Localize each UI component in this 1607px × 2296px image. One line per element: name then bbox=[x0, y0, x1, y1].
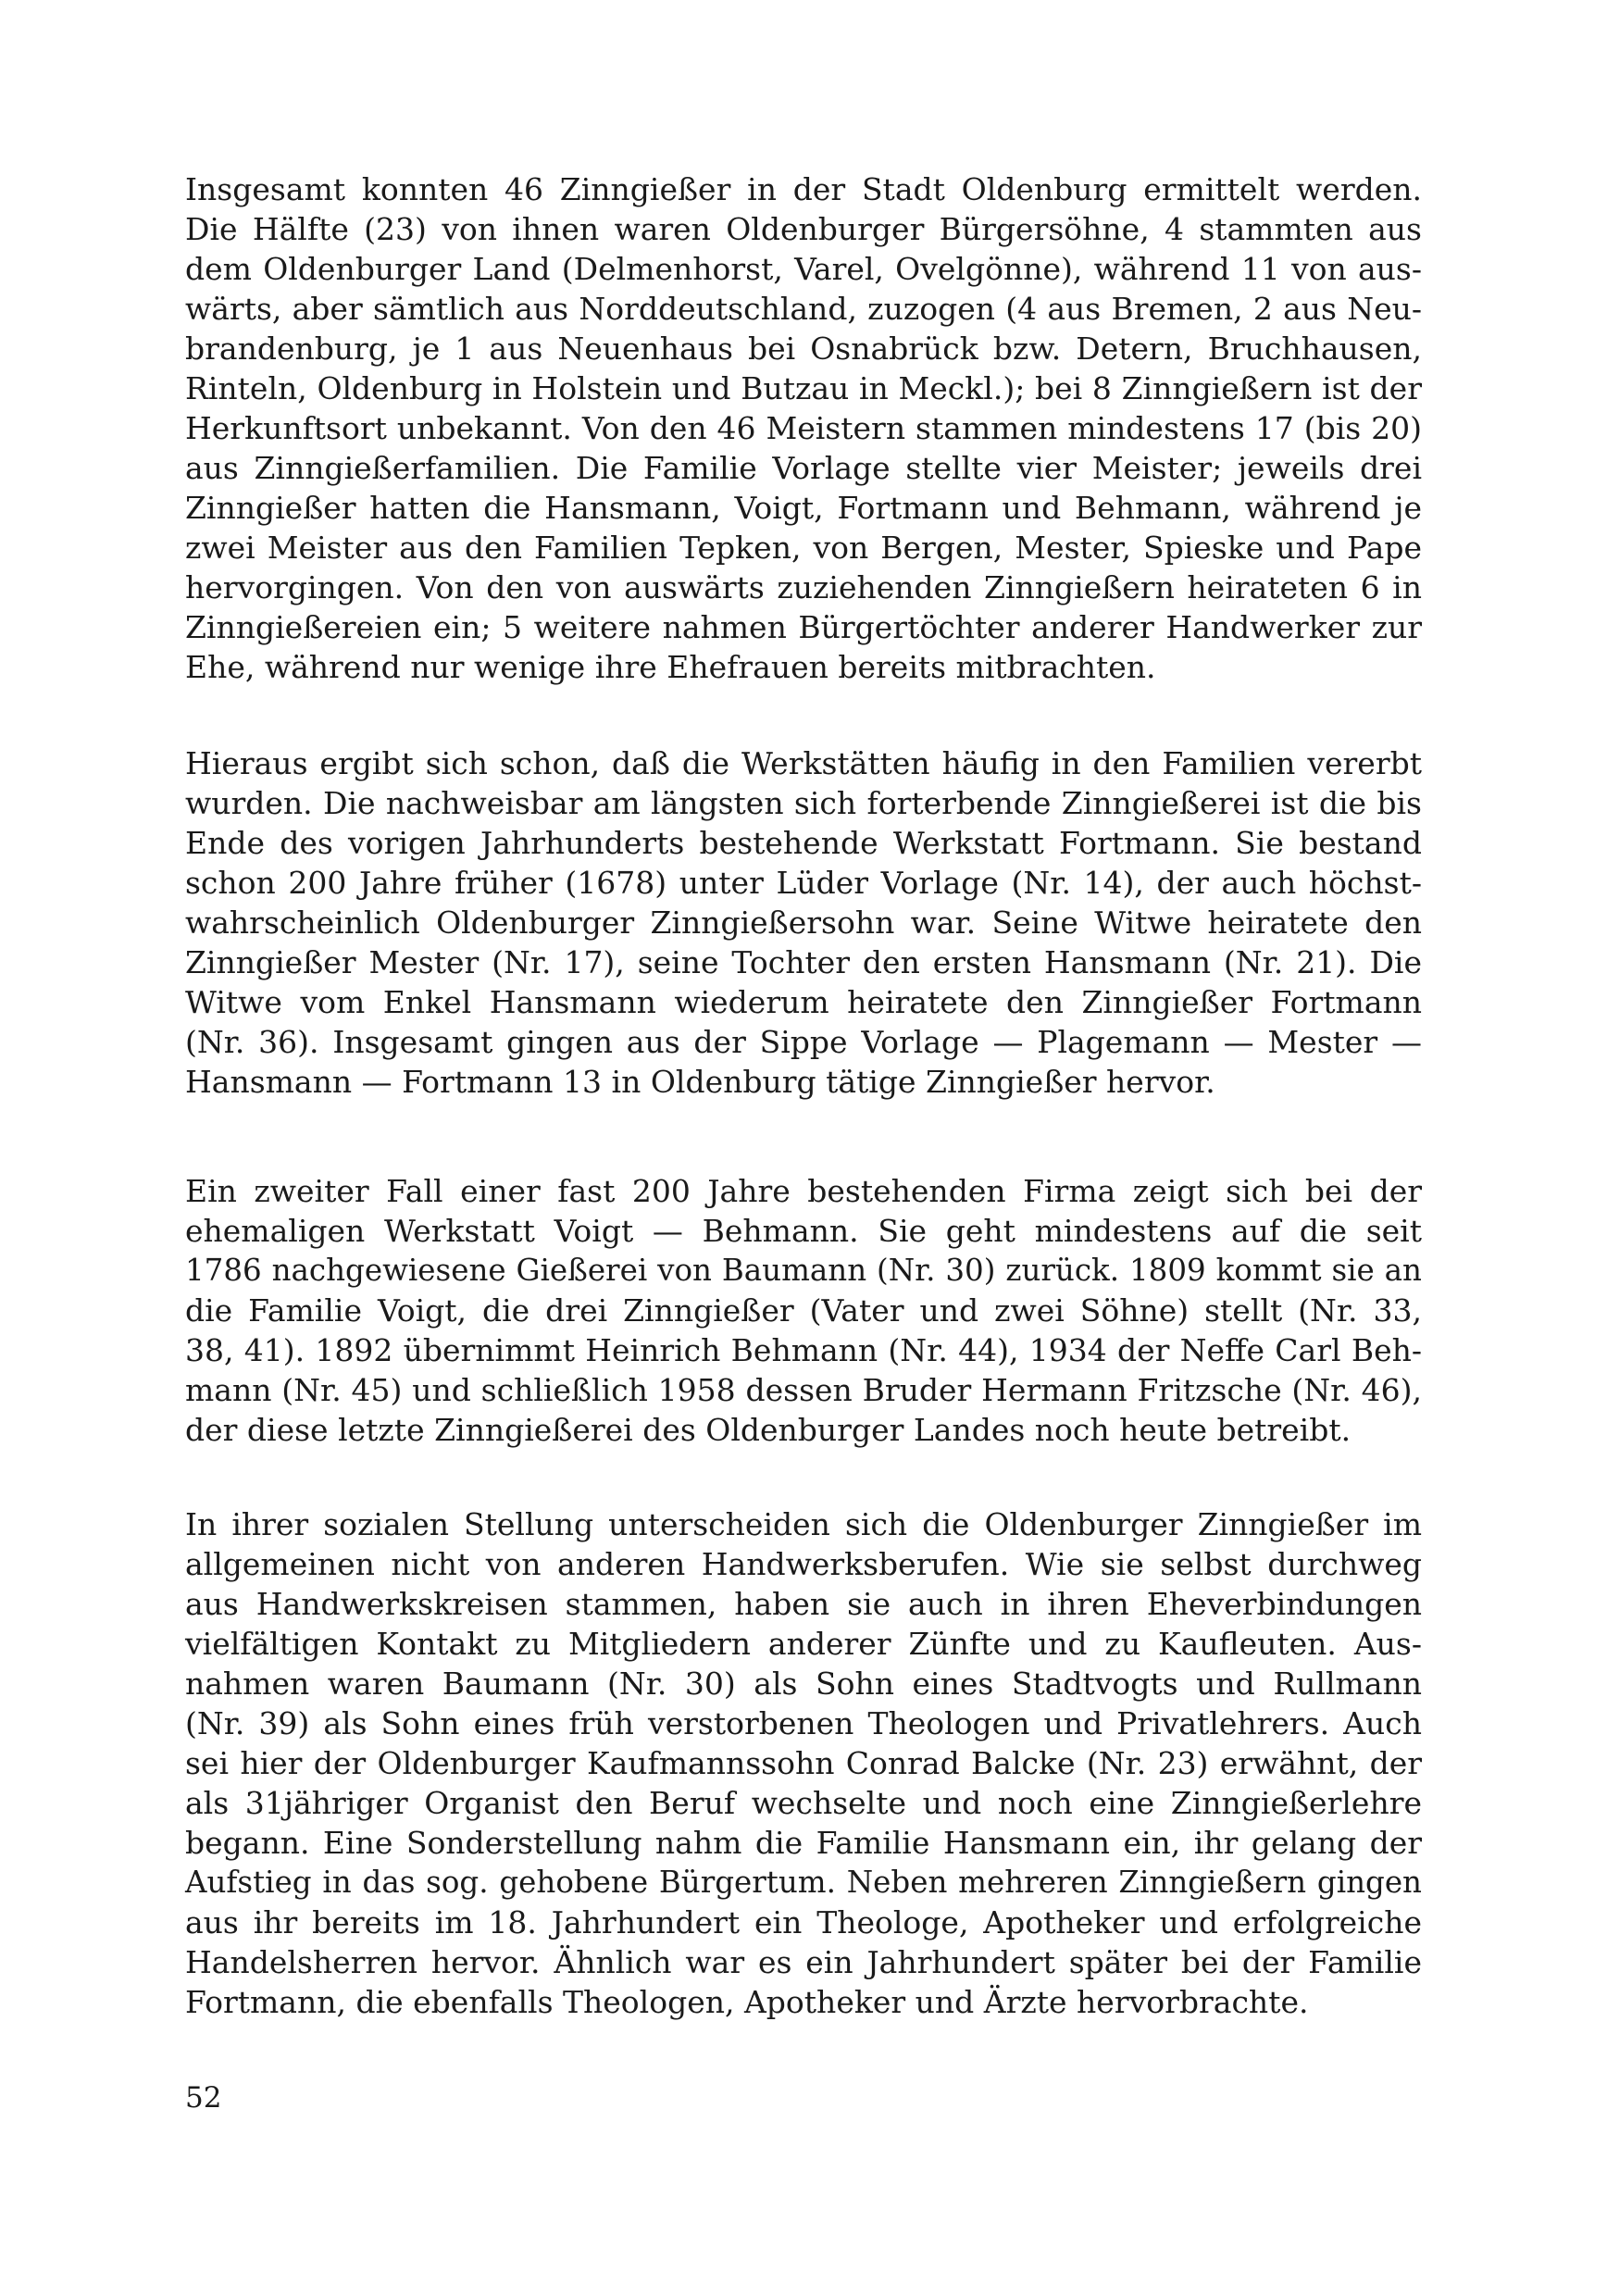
paragraph-4 bbox=[185, 1504, 1422, 2022]
text-line: schon 200 Jahre früher (1678) unter Lüder Vorlage (Nr. 14), der auch höchst- bbox=[185, 865, 1422, 901]
text-line: Herkunftsort unbekannt. Von den 46 Meistern stammen mindestens 17 (bis 20) bbox=[185, 410, 1422, 446]
text-line: aus ihr bereits im 18. Jahrhundert ein Theologe, Apotheker und erfolgreiche bbox=[185, 1904, 1422, 1940]
text-line: Ehe, während nur wenige ihre Ehefrauen bereits mitbrachten. bbox=[185, 649, 1156, 685]
paragraph-3 bbox=[185, 1171, 1422, 1450]
text-line: die Familie Voigt, die drei Zinngießer (Vater und zwei Söhne) stellt (Nr. 33, bbox=[185, 1292, 1422, 1329]
text-line: Zinngießer Mester (Nr. 17), seine Tochter den ersten Hansmann (Nr. 21). Die bbox=[185, 944, 1422, 980]
text-line: aus Zinngießerfamilien. Die Familie Vorlage stellte vier Meister; jeweils drei bbox=[185, 450, 1422, 486]
text-line: Witwe vom Enkel Hansmann wiederum heiratete den Zinngießer Fortmann bbox=[185, 984, 1422, 1020]
text-line: dem Oldenburger Land (Delmenhorst, Varel, Ovelgönne), während 11 von aus- bbox=[185, 251, 1422, 287]
text-line: Hansmann — Fortmann 13 in Oldenburg tätige Zinngießer hervor. bbox=[185, 1064, 1215, 1100]
text-line: ehemaligen Werkstatt Voigt — Behmann. Sie geht mindestens auf die seit bbox=[185, 1213, 1422, 1249]
text-line: Aufstieg in das sog. gehobene Bürgertum. Neben mehreren Zinngießern gingen bbox=[185, 1865, 1422, 1900]
text-line: Ende des vorigen Jahrhunderts bestehende Werkstatt Fortmann. Sie bestand bbox=[185, 825, 1422, 861]
text-line: zwei Meister aus den Familien Tepken, von Bergen, Mester, Spieske und Pape bbox=[185, 530, 1422, 566]
text-line: mann (Nr. 45) und schließlich 1958 dessen Bruder Hermann Fritzsche (Nr. 46), bbox=[185, 1372, 1422, 1408]
text-line: Zinngießereien ein; 5 weitere nahmen Bürgertöchter anderer Handwerker zur bbox=[185, 609, 1422, 645]
text-line: (Nr. 39) als Sohn eines früh verstorbenen Theologen und Privatlehrers. Auch bbox=[185, 1705, 1422, 1741]
paragraph-2 bbox=[185, 743, 1422, 1102]
text-line: nahmen waren Baumann (Nr. 30) als Sohn eines Stadtvogts und Rullmann bbox=[185, 1666, 1422, 1702]
text-line: wurden. Die nachweisbar am längsten sich forterbende Zinngießerei ist die bis bbox=[185, 785, 1422, 821]
text-line: als 31jähriger Organist den Beruf wechselte und noch eine Zinngießerlehre bbox=[185, 1785, 1422, 1821]
text-line: In ihrer sozialen Stellung unterscheiden sich die Oldenburger Zinngießer im bbox=[185, 1506, 1422, 1542]
text-line: wärts, aber sämtlich aus Norddeutschland, zuzogen (4 aus Bremen, 2 aus Neu- bbox=[185, 291, 1422, 327]
text-line: wahrscheinlich Oldenburger Zinngießersohn war. Seine Witwe heiratete den bbox=[185, 905, 1422, 941]
text-line: Ein zweiter Fall einer fast 200 Jahre bestehenden Firma zeigt sich bei der bbox=[185, 1173, 1422, 1209]
text-line: allgemeinen nicht von anderen Handwerksberufen. Wie sie selbst durchweg bbox=[185, 1546, 1422, 1582]
paragraph-1 bbox=[185, 169, 1422, 687]
text-line: 38, 41). 1892 übernimmt Heinrich Behmann (Nr. 44), 1934 der Neffe Carl Beh- bbox=[185, 1332, 1422, 1368]
text-line: der diese letzte Zinngießerei des Oldenburger Landes noch heute betreibt. bbox=[185, 1412, 1352, 1448]
text-line: aus Handwerkskreisen stammen, haben sie auch in ihren Eheverbindungen bbox=[185, 1586, 1422, 1622]
text-line: Fortmann, die ebenfalls Theologen, Apotheker und Ärzte hervorbrachte. bbox=[185, 1984, 1309, 2020]
text-line: brandenburg, je 1 aus Neuenhaus bei Osnabrück bzw. Detern, Bruchhausen, bbox=[185, 331, 1422, 367]
text-line: (Nr. 36). Insgesamt gingen aus der Sippe Vorlage — Plagemann — Mester — bbox=[185, 1024, 1422, 1060]
text-line: hervorgingen. Von den von auswärts zuziehenden Zinngießern heirateten 6 in bbox=[185, 569, 1422, 605]
text-line: Handelsherren hervor. Ähnlich war es ein Jahrhundert später bei der Familie bbox=[185, 1944, 1422, 1980]
page-number: 52 bbox=[185, 2081, 222, 2115]
text-line: begann. Eine Sonderstellung nahm die Familie Hansmann ein, ihr gelang der bbox=[185, 1825, 1422, 1861]
text-line: Insgesamt konnten 46 Zinngießer in der Stadt Oldenburg ermittelt werden. bbox=[185, 171, 1422, 207]
text-line: Zinngießer hatten die Hansmann, Voigt, Fortmann und Behmann, während je bbox=[185, 490, 1422, 526]
text-line: 1786 nachgewiesene Gießerei von Baumann (Nr. 30) zurück. 1809 kommt sie an bbox=[185, 1253, 1422, 1288]
text-line: vielfältigen Kontakt zu Mitgliedern anderer Zünfte und zu Kaufleuten. Aus- bbox=[185, 1626, 1422, 1662]
text-line: Hieraus ergibt sich schon, daß die Werkstätten häufig in den Familien vererbt bbox=[185, 745, 1422, 781]
text-line: Rinteln, Oldenburg in Holstein und Butzau in Meckl.); bei 8 Zinngießern ist der bbox=[185, 370, 1422, 406]
text-line: sei hier der Oldenburger Kaufmannssohn Conrad Balcke (Nr. 23) erwähnt, der bbox=[185, 1745, 1422, 1781]
text-line: Die Hälfte (23) von ihnen waren Oldenburger Bürgersöhne, 4 stammten aus bbox=[185, 211, 1422, 247]
